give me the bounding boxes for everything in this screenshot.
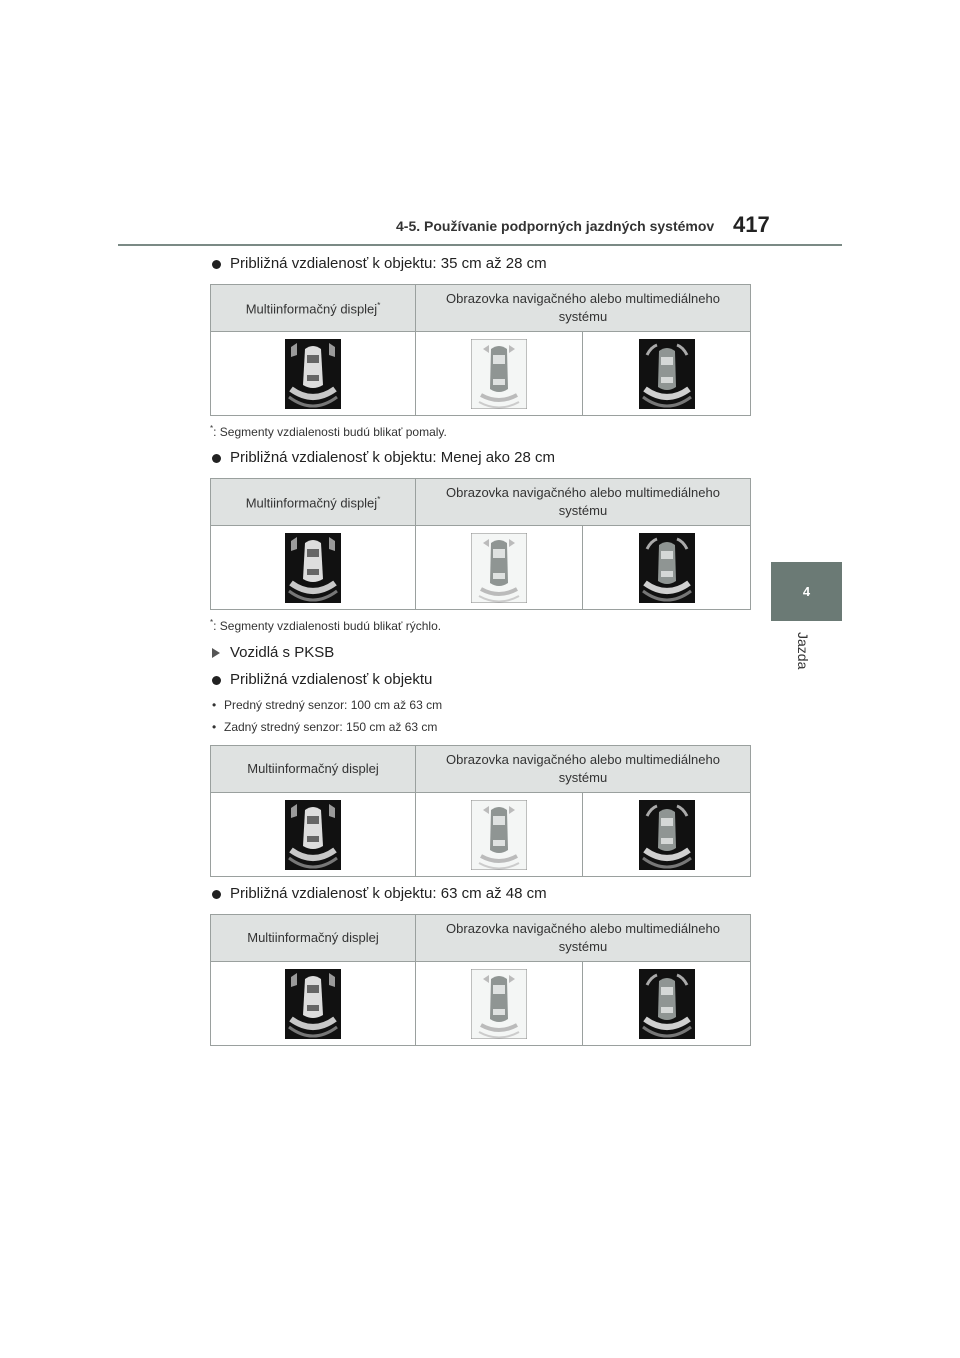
distance-table-4	[210, 914, 751, 1046]
mid-display-car-icon	[285, 800, 341, 870]
page-number: 417	[733, 212, 770, 237]
bullet-text: Približná vzdialenosť k objektu: 63 cm až 48 cm	[230, 885, 547, 902]
nav-screen-car-dark-icon	[639, 533, 695, 603]
section-title: 4-5. Používanie podporných jazdných systémov	[396, 218, 715, 234]
col-header-nav: Obrazovka navigačného alebo multimediálneho systému	[416, 285, 751, 332]
footnote-1: *: Segmenty vzdialenosti budú blikať pomaly.	[210, 424, 447, 439]
bullet-dot-icon	[212, 676, 221, 685]
pksb-heading	[210, 643, 750, 663]
col-header-mid: Multiinformačný displej*	[211, 285, 416, 332]
distance-table-2	[210, 478, 751, 610]
nav-screen-car-icon	[471, 969, 527, 1039]
nav-screen-car-icon	[471, 533, 527, 603]
chapter-tab	[771, 562, 842, 621]
col-header-mid: Multiinformačný displej	[211, 915, 416, 962]
nav-screen-car-dark-icon	[639, 339, 695, 409]
mid-display-car-icon	[285, 969, 341, 1039]
bullet-dot-icon	[212, 454, 221, 463]
chapter-number: 4	[802, 584, 811, 599]
pksb-heading-text: Vozidlá s PKSB	[230, 644, 335, 661]
col-header-nav: Obrazovka navigačného alebo multimediálneho systému	[416, 479, 751, 526]
footnote-2: *: Segmenty vzdialenosti budú blikať rýchlo.	[210, 618, 442, 633]
bullet-text: Približná vzdialenosť k objektu: 35 cm až 28 cm	[230, 255, 547, 272]
nav-screen-car-dark-icon	[639, 969, 695, 1039]
bullet-section-1	[210, 254, 750, 274]
col-header-mid: Multiinformačný displej	[211, 746, 416, 793]
distance-table-1	[210, 284, 751, 416]
nav-screen-car-dark-icon	[639, 800, 695, 870]
triangle-bullet-icon	[212, 648, 220, 658]
sub-item-1: • Predný stredný senzor: 100 cm až 63 cm	[212, 698, 443, 712]
header-divider	[118, 244, 842, 246]
bullet-section-3	[210, 670, 750, 690]
col-header-mid: Multiinformačný displej*	[211, 479, 416, 526]
bullet-section-2	[210, 448, 750, 468]
col-header-nav: Obrazovka navigačného alebo multimediálneho systému	[416, 915, 751, 962]
bullet-dot-icon	[212, 260, 221, 269]
mid-display-car-icon	[285, 533, 341, 603]
mid-display-car-icon	[285, 339, 341, 409]
distance-table-3	[210, 745, 751, 877]
sub-item-2: • Zadný stredný senzor: 150 cm až 63 cm	[212, 720, 438, 734]
bullet-text: Približná vzdialenosť k objektu	[230, 671, 433, 688]
nav-screen-car-icon	[471, 339, 527, 409]
bullet-section-4	[210, 884, 750, 904]
bullet-dot-icon	[212, 890, 221, 899]
bullet-text: Približná vzdialenosť k objektu: Menej ako 28 cm	[230, 449, 555, 466]
col-header-nav: Obrazovka navigačného alebo multimediálneho systému	[416, 746, 751, 793]
nav-screen-car-icon	[471, 800, 527, 870]
chapter-label: Jazda	[795, 632, 811, 670]
